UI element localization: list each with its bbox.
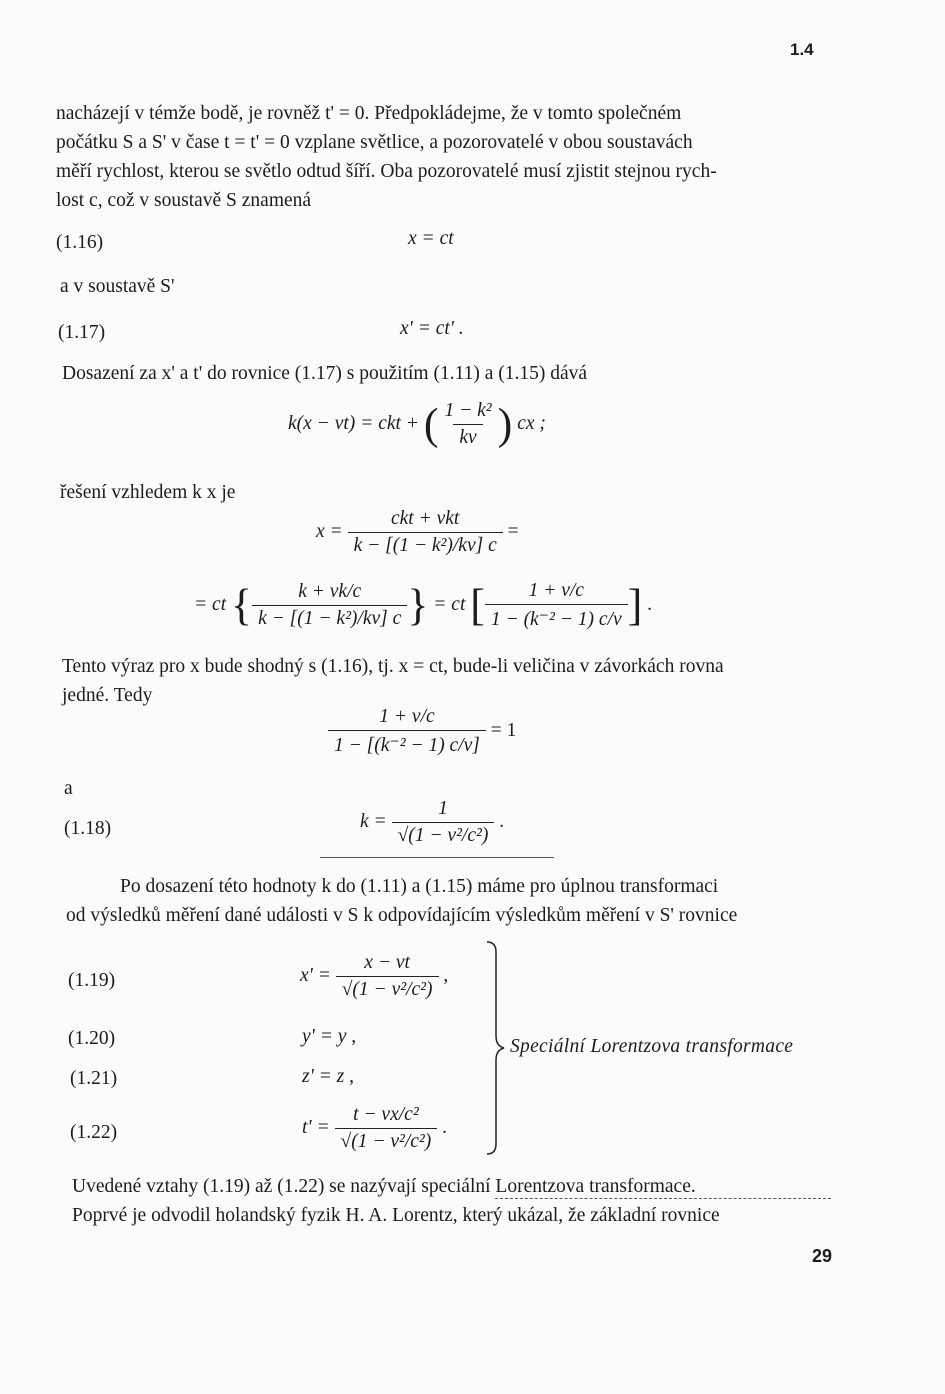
eq-1-17: x' = ct' . [400, 318, 464, 339]
eq-1-19-tail: , [443, 964, 449, 986]
eq-1-16: x = ct [408, 228, 454, 249]
eq-label-1-17: (1.17) [58, 322, 106, 343]
eq-one [328, 706, 516, 757]
para1-line1: nacházejí v témže bodě, je rovněž t' = 0. Předpokládejme, že v tomto společném [56, 103, 682, 124]
eq-x1-den: k − [(1 − k²)/kv] c [348, 532, 503, 557]
eq-1-19-num: x − vt [364, 952, 410, 973]
eq-label-1-16: (1.16) [56, 232, 104, 253]
brace-label: Speciální Lorentzova transformace [510, 1036, 794, 1057]
eq-1-19-lhs: x' = [300, 964, 331, 986]
eq-x1-tail: = [507, 520, 519, 542]
para2-line2: jedné. Tedy [62, 685, 153, 706]
bracket-right: ] [627, 580, 643, 630]
eq-k-num: 1 − k² [444, 400, 492, 421]
para4-line2: Poprvé je odvodil holandský fyzik H. A. Lorentz, který ukázal, že základní rovnice [72, 1205, 720, 1226]
text-reseni: řešení vzhledem k x je [60, 482, 236, 503]
para2-line1: Tento výraz pro x bude shodný s (1.16), tj. x = ct, bude-li veličina v závorkách rovna [62, 656, 724, 677]
eq-label-1-20: (1.20) [68, 1028, 116, 1049]
eq-1-22 [302, 1104, 447, 1153]
eq-1-21: z' = z , [302, 1066, 355, 1087]
eq-1-18-lhs: k = [360, 810, 387, 832]
eq-x2-tail: . [647, 593, 653, 615]
brace-left: { [230, 580, 253, 630]
eq-one-tail: = 1 [490, 719, 517, 741]
eq-1-18-num: 1 [438, 798, 448, 819]
section-number: 1.4 [790, 40, 814, 59]
eq-x1-num: ckt + vkt [390, 508, 460, 529]
para3-line2: od výsledků měření dané události v S k odpovídajícím výsledkům měření v S' rovnice [66, 905, 738, 926]
eq-x2-den1: k − [(1 − k²)/kv] c [252, 605, 407, 630]
para1-line3: měří rychlost, kterou se světlo odtud šíří. Oba pozorovatelé musí zjistit stejnou rych- [56, 161, 717, 182]
text-dosazeni: Dosazení za x' a t' do rovnice (1.17) s použitím (1.11) a (1.15) dává [62, 363, 588, 384]
paren-left: ( [423, 399, 439, 449]
eq-label-1-19: (1.19) [68, 970, 116, 991]
eq-k-tail: cx ; [517, 412, 546, 434]
eq-x2-lhs: = ct [194, 593, 227, 615]
paren-right: ) [497, 399, 513, 449]
para4-line1: Uvedené vztahy (1.19) až (1.22) se nazývají speciální Lorentzova transformace. [72, 1176, 696, 1197]
eq-one-den: 1 − [(k⁻² − 1) c/v] [328, 730, 486, 757]
eq-x2-num1: k + vk/c [298, 581, 362, 602]
eq-one-num: 1 + v/c [379, 706, 435, 727]
eq-1-18-rule [320, 857, 554, 858]
eq-1-22-den: √(1 − v²/c²) [335, 1128, 438, 1153]
eq-1-18-den: √(1 − v²/c²) [392, 822, 495, 847]
eq-1-22-tail: . [442, 1116, 448, 1138]
eq-k [288, 400, 546, 449]
underline-lorentz [495, 1198, 831, 1199]
para1-line2: počátku S a S' v čase t = t' = 0 vzplane světlice, a pozorovatelé v obou soustavách [56, 132, 693, 153]
eq-1-22-num: t − vx/c² [353, 1104, 419, 1125]
eq-label-1-21: (1.21) [70, 1068, 118, 1089]
eq-k-den: kv [453, 424, 482, 449]
eq-1-18 [360, 798, 504, 847]
para3-line1: Po dosazení této hodnoty k do (1.11) a (1.15) máme pro úplnou transformaci [120, 876, 719, 897]
eq-1-19 [300, 952, 448, 1001]
bracket-left: [ [470, 580, 485, 630]
eq-label-1-18: (1.18) [64, 818, 112, 839]
eq-1-20: y' = y , [302, 1026, 357, 1047]
right-brace-icon [484, 940, 506, 1158]
eq-x2-den2: 1 − (k⁻² − 1) c/v [485, 604, 628, 631]
para1-line4: lost c, což v soustavě S znamená [56, 190, 312, 211]
brace-right: } [407, 580, 429, 630]
eq-1-18-tail: . [499, 810, 505, 832]
page-number: 29 [812, 1246, 833, 1266]
eq-x2 [194, 580, 652, 631]
eq-1-19-den: √(1 − v²/c²) [336, 976, 439, 1001]
eq-x2-mid: = ct [433, 593, 466, 615]
text-a: a [64, 778, 73, 799]
text-soustava-S: a v soustavě S' [60, 276, 175, 297]
eq-x1 [316, 508, 519, 557]
eq-k-lhs: k(x − vt) = ckt + [288, 412, 419, 434]
eq-x1-lhs: x = [316, 520, 343, 542]
eq-label-1-22: (1.22) [70, 1122, 118, 1143]
eq-1-22-lhs: t' = [302, 1116, 330, 1138]
eq-x2-num2: 1 + v/c [528, 580, 584, 601]
